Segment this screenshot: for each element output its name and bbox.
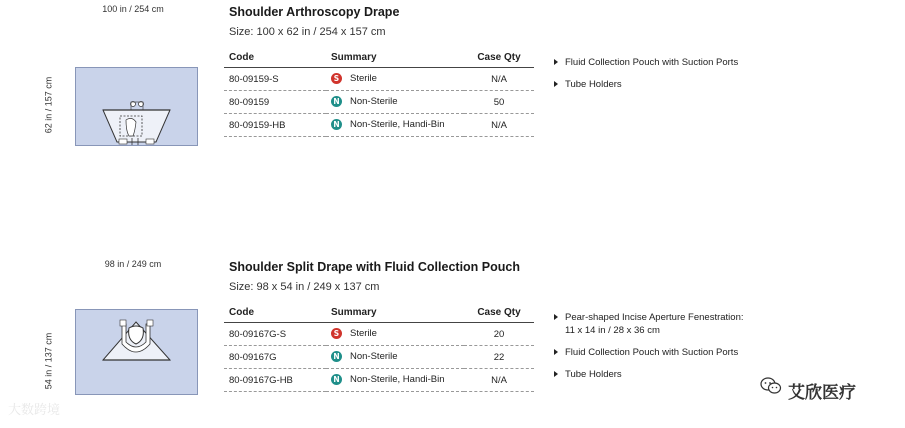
product-shoulder-arthroscopy-drape xyxy=(0,0,905,200)
spec-table xyxy=(224,48,534,137)
row-code: 80-09159-S xyxy=(224,68,326,91)
feature-list xyxy=(554,311,744,390)
nonsterile-badge-icon: N xyxy=(331,351,342,362)
feature-text: Tube Holders xyxy=(565,369,622,380)
feature-text: Tube Holders xyxy=(565,79,622,90)
feature-item xyxy=(554,368,744,381)
row-code: 80-09159-HB xyxy=(224,114,326,137)
summary-label: Non-Sterile xyxy=(350,96,398,108)
column-header-code: Code xyxy=(224,303,326,323)
bullet-arrow-icon xyxy=(554,314,558,320)
column-header-code: Code xyxy=(224,48,326,68)
summary-label: Sterile xyxy=(350,73,377,85)
table-row xyxy=(224,91,534,114)
row-code: 80-09167G-HB xyxy=(224,369,326,392)
brand-name: 艾欣医疗 xyxy=(788,383,856,403)
table-row xyxy=(224,68,534,91)
drape-outline-icon xyxy=(76,310,197,394)
product-title: Shoulder Arthroscopy Drape xyxy=(229,5,400,19)
row-summary xyxy=(326,323,464,346)
feature-item xyxy=(554,78,738,91)
product-shoulder-split-drape xyxy=(0,255,905,428)
summary-label: Non-Sterile, Handi-Bin xyxy=(350,119,445,131)
row-case-qty: 50 xyxy=(464,91,534,114)
sterile-badge-icon: S xyxy=(331,73,342,84)
drape-width-label: 100 in / 254 cm xyxy=(102,4,164,14)
row-summary xyxy=(326,68,464,91)
feature-item xyxy=(554,311,744,337)
nonsterile-badge-icon: N xyxy=(331,374,342,385)
row-summary xyxy=(326,91,464,114)
column-header-case-qty: Case Qty xyxy=(464,303,534,323)
summary-label: Non-Sterile xyxy=(350,351,398,363)
table-row xyxy=(224,346,534,369)
summary-label: Non-Sterile, Handi-Bin xyxy=(350,374,445,386)
column-header-summary: Summary xyxy=(326,48,464,68)
product-title: Shoulder Split Drape with Fluid Collection Pouch xyxy=(229,260,520,274)
row-code: 80-09167G xyxy=(224,346,326,369)
column-header-summary: Summary xyxy=(326,303,464,323)
feature-text-detail: 11 x 14 in / 28 x 36 cm xyxy=(565,325,660,336)
bullet-arrow-icon xyxy=(554,349,558,355)
row-case-qty: N/A xyxy=(464,68,534,91)
drape-height-label: 62 in / 157 cm xyxy=(43,76,54,134)
feature-list xyxy=(554,56,738,100)
row-case-qty: N/A xyxy=(464,114,534,137)
row-case-qty: 22 xyxy=(464,346,534,369)
drape-diagram xyxy=(75,309,198,395)
drape-width-label: 98 in / 249 cm xyxy=(104,259,162,269)
product-size: Size: 100 x 62 in / 254 x 157 cm xyxy=(229,26,386,38)
bullet-arrow-icon xyxy=(554,81,558,87)
bullet-arrow-icon xyxy=(554,59,558,65)
feature-text: Fluid Collection Pouch with Suction Ports xyxy=(565,57,739,68)
table-row xyxy=(224,114,534,137)
row-summary xyxy=(326,369,464,392)
row-summary xyxy=(326,114,464,137)
drape-diagram xyxy=(75,67,198,146)
table-header-row xyxy=(224,303,534,323)
nonsterile-badge-icon: N xyxy=(331,96,342,107)
watermark-left: 大数跨境 xyxy=(8,403,61,418)
row-code: 80-09159 xyxy=(224,91,326,114)
row-case-qty: 20 xyxy=(464,323,534,346)
product-size: Size: 98 x 54 in / 249 x 137 cm xyxy=(229,281,380,293)
wechat-icon xyxy=(760,377,782,395)
table-row xyxy=(224,369,534,392)
row-summary xyxy=(326,346,464,369)
column-header-case-qty: Case Qty xyxy=(464,48,534,68)
table-header-row xyxy=(224,48,534,68)
drape-height-label: 54 in / 137 cm xyxy=(43,332,54,390)
feature-item xyxy=(554,346,744,359)
summary-label: Sterile xyxy=(350,328,377,340)
row-case-qty: N/A xyxy=(464,369,534,392)
sterile-badge-icon: S xyxy=(331,328,342,339)
row-code: 80-09167G-S xyxy=(224,323,326,346)
spec-table xyxy=(224,303,534,392)
nonsterile-badge-icon: N xyxy=(331,119,342,130)
feature-text: Pear-shaped Incise Aperture Fenestration: xyxy=(565,312,744,323)
bullet-arrow-icon xyxy=(554,371,558,377)
feature-text: Fluid Collection Pouch with Suction Ports xyxy=(565,347,739,358)
drape-outline-icon xyxy=(76,68,197,145)
table-row xyxy=(224,323,534,346)
feature-item xyxy=(554,56,738,69)
